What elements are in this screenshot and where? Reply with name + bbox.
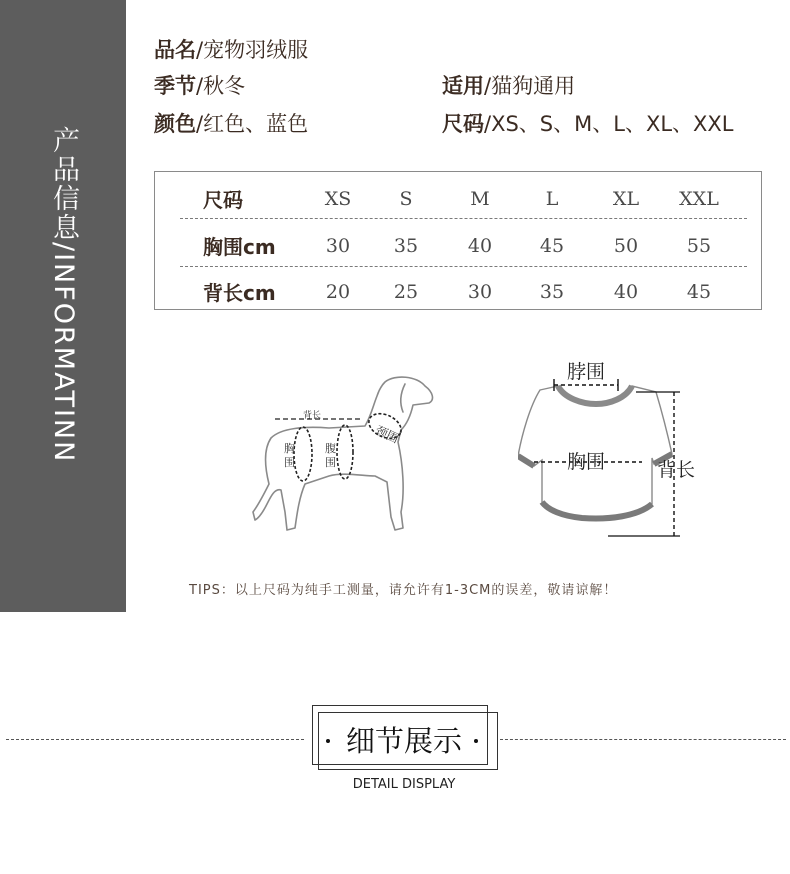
- info-usage-value: /猫狗通用: [484, 74, 576, 98]
- dog-measure-diagram: [245, 372, 440, 537]
- table-cell: 25: [393, 281, 419, 303]
- table-cell: 30: [467, 281, 493, 303]
- info-color: [154, 108, 308, 138]
- info-season: [154, 70, 245, 100]
- table-header-row: [155, 176, 761, 222]
- table-cell: 35: [393, 235, 419, 257]
- table-header-cell: XXL: [679, 188, 719, 210]
- section-divider-right: [500, 739, 786, 740]
- info-color-value: /红色、蓝色: [196, 112, 309, 136]
- section-title: 细节展示: [345, 724, 462, 758]
- table-cell: 40: [467, 235, 493, 257]
- dog-belly-label-2: 围: [325, 456, 336, 469]
- info-size: [442, 108, 734, 138]
- table-cell: 40: [613, 281, 639, 303]
- info-size-value: /XS、S、M、L、XL、XXL: [484, 112, 734, 136]
- info-name-value: /宠物羽绒服: [196, 38, 309, 62]
- info-usage: [442, 70, 575, 100]
- info-name: [154, 34, 308, 64]
- table-header-cell: M: [470, 188, 490, 210]
- table-row-label: 背长cm: [203, 281, 276, 305]
- shirt-chest-label: 胸围: [566, 451, 606, 473]
- section-subtitle: DETAIL DISPLAY: [352, 777, 456, 792]
- tips-note: TIPS：以上尺码为纯手工测量，请允许有1-3CM的误差，敬请谅解！: [189, 583, 618, 598]
- table-divider: [180, 266, 747, 267]
- table-cell: 35: [539, 281, 565, 303]
- dog-chest-label-2: 围: [284, 456, 295, 469]
- info-season-value: /秋冬: [196, 74, 246, 98]
- dog-outline-icon: [253, 377, 432, 530]
- table-cell: 45: [539, 235, 565, 257]
- table-header-cell: S: [399, 188, 413, 210]
- chest-strap-icon: [294, 427, 312, 481]
- table-header-cell: XS: [324, 188, 352, 210]
- dog-belly-label-1: 腹: [325, 442, 336, 455]
- dog-neck-label: 颈围: [373, 423, 401, 446]
- table-row-label: 胸围cm: [203, 235, 276, 259]
- shirt-neck-label: 脖围: [566, 361, 606, 383]
- info-usage-key: 适用: [442, 74, 484, 98]
- table-header-cell: XL: [612, 188, 640, 210]
- table-cell: 55: [686, 235, 712, 257]
- table-cell: 20: [325, 281, 351, 303]
- table-cell: 50: [613, 235, 639, 257]
- belly-strap-icon: [337, 425, 353, 479]
- table-cell: 45: [686, 281, 712, 303]
- info-name-key: 品名: [154, 38, 196, 62]
- section-divider-left: [6, 739, 304, 740]
- info-color-key: 颜色: [154, 112, 196, 136]
- shirt-measure-diagram: [518, 356, 708, 542]
- shirt-length-label: 背长: [656, 459, 696, 481]
- table-cell: 30: [325, 235, 351, 257]
- sidebar-label: 产品信息/INFORMATINN: [48, 126, 79, 464]
- info-season-key: 季节: [154, 74, 196, 98]
- table-divider: [180, 218, 747, 219]
- table-row: [155, 269, 761, 315]
- sidebar: [0, 0, 126, 612]
- table-header-cell: L: [545, 188, 559, 210]
- dog-back-label: 背长: [303, 411, 322, 421]
- info-size-key: 尺码: [442, 112, 484, 136]
- table-row: [155, 223, 761, 269]
- dog-chest-label-1: 胸: [284, 442, 295, 455]
- size-table: [154, 171, 762, 310]
- table-header-label: 尺码: [203, 188, 243, 212]
